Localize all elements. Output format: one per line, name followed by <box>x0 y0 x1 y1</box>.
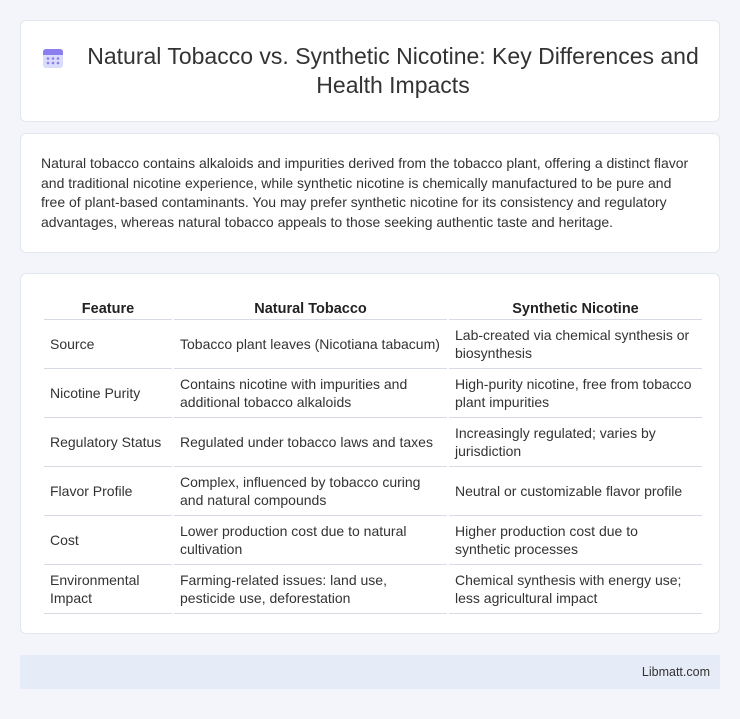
cell-natural: Lower production cost due to natural cultivation <box>174 516 447 565</box>
cell-natural: Contains nicotine with impurities and additional tobacco alkaloids <box>174 369 447 418</box>
calendar-icon <box>41 46 65 70</box>
page-title: Natural Tobacco vs. Synthetic Nicotine: Key Differences and Health Impacts <box>87 43 699 98</box>
title-wrap <box>21 42 719 100</box>
cell-natural: Regulated under tobacco laws and taxes <box>174 418 447 467</box>
intro-text: Natural tobacco contains alkaloids and impurities derived from the tobacco plant, offering a distinct flavor and traditional nicotine experience, while synthetic nicotine is chemically manufactured to be pure and free of plant-based contaminants. You may prefer synthetic nicotine for its consistency and regulatory advantages, whereas natural tobacco appeals to those seeking authentic taste and heritage. <box>41 155 689 230</box>
cell-natural: Complex, influenced by tobacco curing and natural compounds <box>174 467 447 516</box>
header-natural-tobacco: Natural Tobacco <box>174 294 447 320</box>
cell-feature: Nicotine Purity <box>44 369 172 418</box>
table-row <box>44 369 702 418</box>
comparison-table-card <box>20 273 720 634</box>
table-row <box>44 565 702 614</box>
cell-synthetic: High-purity nicotine, free from tobacco plant impurities <box>449 369 702 418</box>
cell-feature: Source <box>44 320 172 369</box>
cell-feature: Regulatory Status <box>44 418 172 467</box>
cell-synthetic: Neutral or customizable flavor profile <box>449 467 702 516</box>
footer-brand-link[interactable]: Libmatt.com <box>641 665 710 679</box>
cell-natural: Farming-related issues: land use, pesticide use, deforestation <box>174 565 447 614</box>
table-row <box>44 320 702 369</box>
intro-card <box>20 133 720 253</box>
cell-synthetic: Higher production cost due to synthetic processes <box>449 516 702 565</box>
table-row <box>44 418 702 467</box>
table-row <box>44 516 702 565</box>
cell-synthetic: Lab-created via chemical synthesis or biosynthesis <box>449 320 702 369</box>
cell-feature: Environmental Impact <box>44 565 172 614</box>
cell-synthetic: Increasingly regulated; varies by jurisdiction <box>449 418 702 467</box>
cell-feature: Flavor Profile <box>44 467 172 516</box>
title-card <box>20 20 720 122</box>
comparison-table <box>42 294 704 614</box>
table-row <box>44 467 702 516</box>
cell-synthetic: Chemical synthesis with energy use; less agricultural impact <box>449 565 702 614</box>
cell-feature: Cost <box>44 516 172 565</box>
table-header-row <box>44 294 702 320</box>
header-feature: Feature <box>44 294 172 320</box>
footer <box>20 655 720 689</box>
header-synthetic-nicotine: Synthetic Nicotine <box>449 294 702 320</box>
cell-natural: Tobacco plant leaves (Nicotiana tabacum) <box>174 320 447 369</box>
